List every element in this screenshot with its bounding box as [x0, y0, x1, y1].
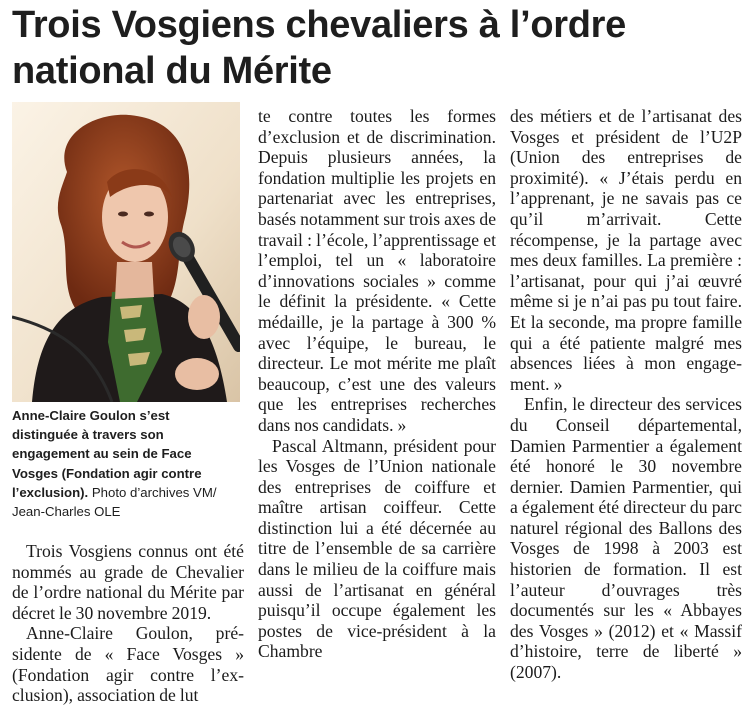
caption-line-2: distinguée à travers son — [12, 427, 164, 443]
article-column-2 — [258, 106, 496, 662]
headline-line-2: national du Mérite — [12, 50, 332, 92]
paragraph: Anne-Claire Goulon, présidente de « Face Vosges » (Fondation agir contre l’exclusion), association de lut — [12, 623, 244, 706]
woman-with-microphone-illustration — [12, 102, 240, 402]
article-photo — [12, 102, 240, 402]
paragraph: Enfin, le directeur des services du Conseil départemental, Damien Parmentier a également été honoré le 30 novembre dernier. Damien Parmentier, qui a également été directeur du parc naturel régional des Ballons des Vosges de 1998 à 2003 est historien de formation. Il est l’auteur d’ouvrages très documentés sur les « Abbayes des Vosges » (2012) et « Massif d’histoire, terre de liberté » (2007). — [510, 394, 742, 683]
photo-credit: Photo d’archives VM/ — [88, 484, 217, 500]
paragraph: Pascal Altmann, président pour les Vosges de l’Union nationale des entreprises de coiffure et maître artisan coiffeur. Cette distinction lui a été décernée au titre de l’ensemble de sa carrière dans le milieu de la coiffure mais aussi de l’artisanat en général puisqu’il occupe également les postes de vice-président à la Chambre — [258, 435, 496, 662]
caption-line-3: engagement au sein de Face — [12, 446, 192, 462]
article-column-1 — [12, 541, 244, 706]
article-headline — [12, 2, 742, 94]
photo-caption — [12, 406, 244, 521]
paragraph: Trois Vosgiens connus ont été nommés au grade de Chevalier de l’ordre national du Mérite par décret le 30 novembre 2019. — [12, 541, 244, 623]
caption-line-5: l’exclusion). — [12, 484, 89, 500]
caption-line-1: Anne-Claire Goulon s’est — [12, 408, 170, 423]
headline-line-1: Trois Vosgiens chevaliers à l’ordre — [12, 4, 626, 46]
paragraph: des métiers et de l’artisanat des Vosges et président de l’U2P (Union des entreprises de proximité). « J’étais perdu en l’apprenant, je ne savais pas ce qu’il m’arrivait. Cette récompense, je la partage avec mes deux familles. La première : l’artisanat, pour qui j’ai œuvré même si je n’ai pas pu tout faire. Et la seconde, ma propre famille qui a été patiente malgré mes absences liées à mon engagement. » — [510, 106, 742, 394]
paragraph: te contre toutes les formes d’exclusion et de discrimination. Depuis plusieurs années, la fondation multiplie les projets en partenariat avec les entreprises, basés notamment sur trois axes de travail : l’école, l’apprentissage et l’emploi, tel un « laboratoire d’innovations sociales » comme le définit la présidente. « Cette médaille, je la partage à 300 % avec l’équipe, le bureau, le directeur. Le mot mérite me plaît beaucoup, c’est une des valeurs que les entreprises recherches dans nos candidats. » — [258, 106, 496, 435]
article-column-3 — [510, 106, 742, 683]
caption-line-4: Vosges (Fondation agir contre — [12, 465, 202, 481]
photo-credit-name: Jean-Charles OLE — [12, 504, 121, 520]
